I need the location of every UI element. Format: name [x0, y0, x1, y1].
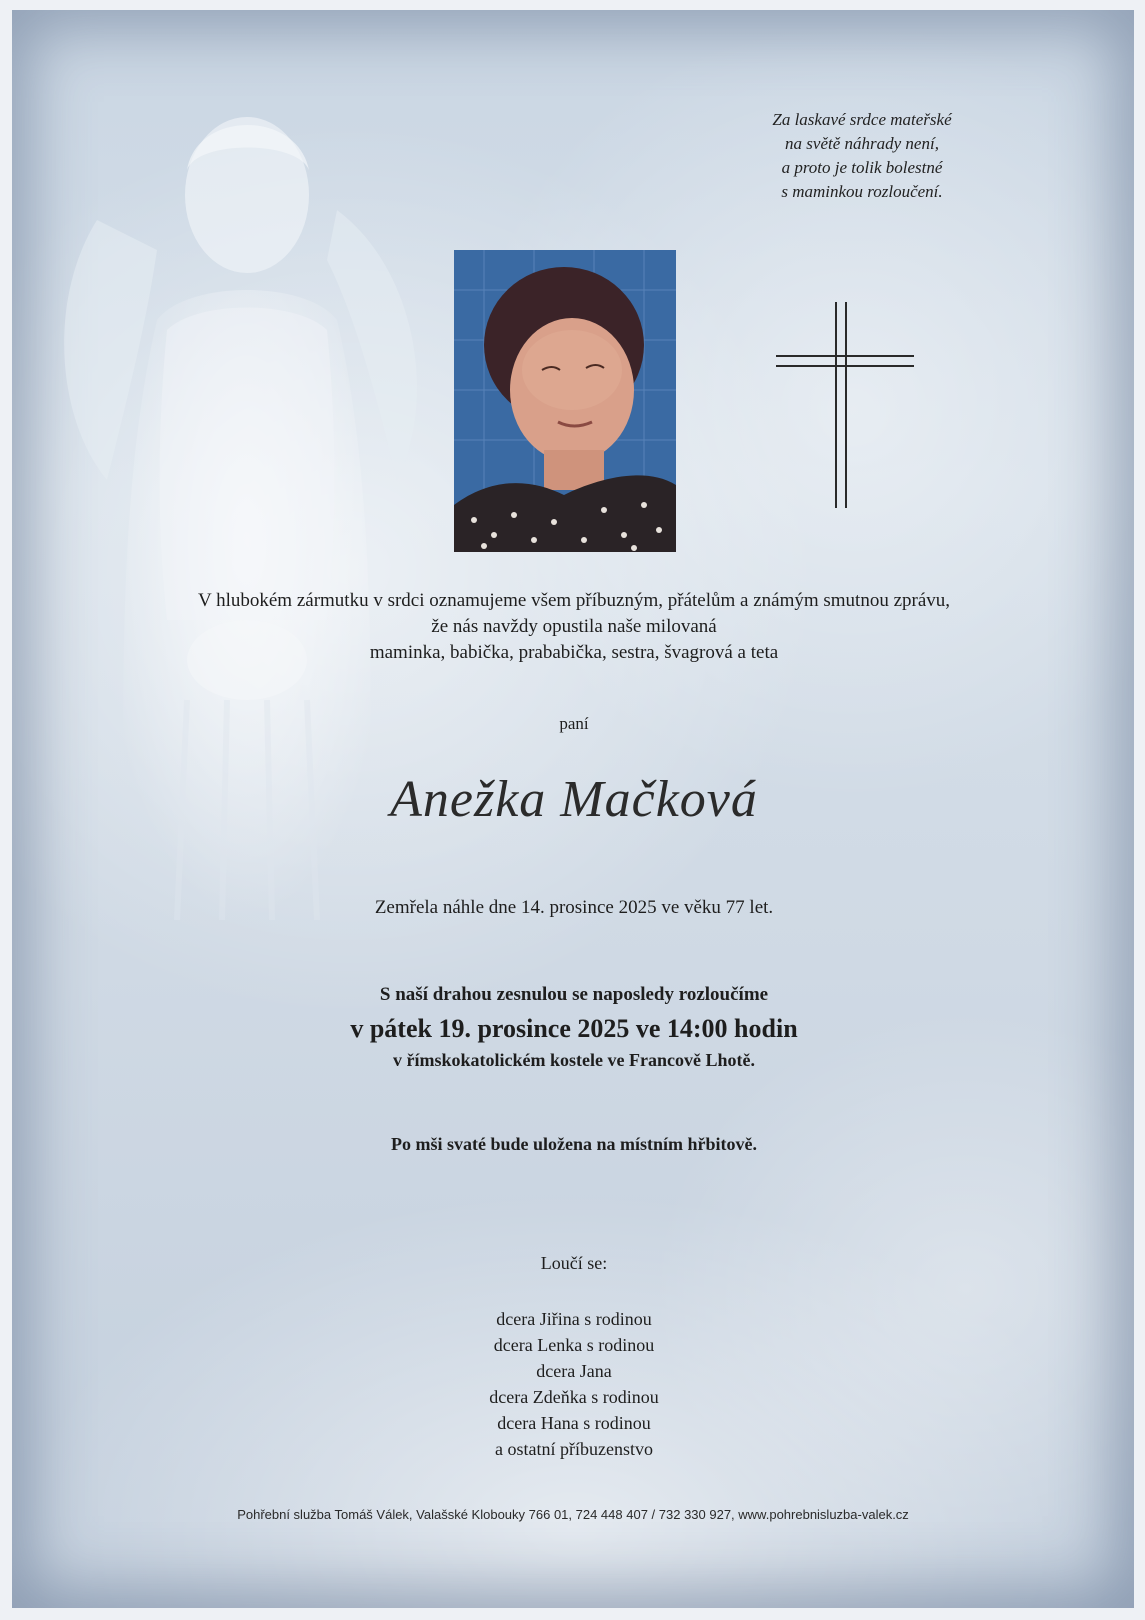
- funeral-location: v římskokatolickém kostele ve Francově Lhotě.: [393, 1050, 755, 1070]
- mourner-item: dcera Lenka s rodinou: [493, 1335, 655, 1355]
- mourner-item: dcera Jana: [536, 1361, 612, 1381]
- poem-line: na světě náhrady není,: [785, 134, 939, 153]
- funeral-intro: S naší drahou zesnulou se naposledy rozloučíme: [379, 984, 769, 1005]
- portrait-photo: [454, 250, 676, 552]
- announcement-line: že nás navždy opustila naše milovaná: [431, 616, 717, 637]
- announcement-line: maminka, babička, prababička, sestra, švagrová a teta: [369, 642, 779, 663]
- burial-notice: Po mši svaté bude uložena na místním hřbitově.: [390, 1134, 757, 1154]
- mourner-item: dcera Jiřina s rodinou: [496, 1309, 652, 1329]
- mourner-item: dcera Zdeňka s rodinou: [489, 1387, 659, 1407]
- honorific: paní: [559, 714, 589, 733]
- cross-icon: [774, 300, 916, 510]
- poem-line: Za laskavé srdce mateřské: [772, 110, 952, 129]
- funeral-service-footer: Pohřební služba Tomáš Válek, Valašské Klobouky 766 01, 724 448 407 / 732 330 927, www.pohrebnisluzba-valek.cz: [237, 1507, 909, 1522]
- mourners-list: [74, 1306, 1074, 1462]
- mourner-item: dcera Hana s rodinou: [497, 1413, 651, 1433]
- poem-line: s maminkou rozloučení.: [781, 182, 943, 201]
- mourner-item: a ostatní příbuzenstvo: [495, 1439, 653, 1459]
- mourners-title: Loučí se:: [540, 1253, 608, 1273]
- memorial-poem: [712, 108, 1012, 204]
- obituary-sheet: [12, 10, 1134, 1608]
- deceased-name: Anežka Mačková: [390, 771, 758, 828]
- funeral-datetime: v pátek 19. prosince 2025 ve 14:00 hodin: [350, 1014, 798, 1043]
- poem-line: a proto je tolik bolestné: [781, 158, 943, 177]
- announcement-text: [74, 588, 1074, 666]
- announcement-line: V hlubokém zármutku v srdci oznamujeme všem příbuzným, přátelům a známým smutnou zprávu,: [197, 590, 951, 611]
- death-notice: Zemřela náhle dne 14. prosince 2025 ve věku 77 let.: [374, 897, 774, 918]
